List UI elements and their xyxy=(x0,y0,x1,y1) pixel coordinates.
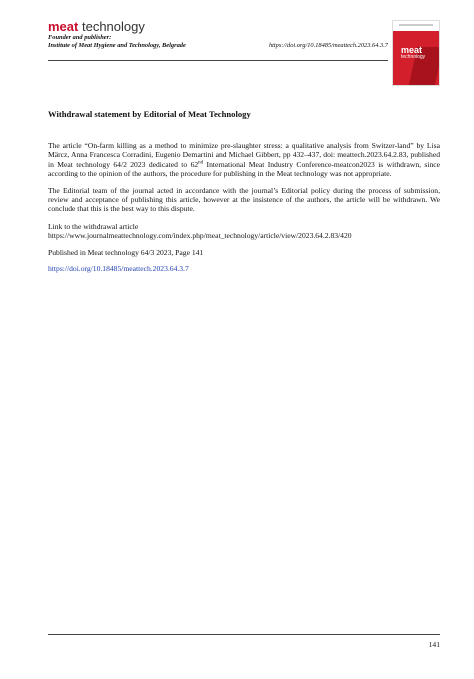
paragraph-withdrawal-rest: International Meat Industry Conference-meatcon2023 is withdrawn, since according to the opinion of the authors, the procedure for publishing in the Meat technology was not appropriate. xyxy=(48,159,440,179)
page-number: 141 xyxy=(428,640,440,649)
paragraph-editorial: The Editorial team of the journal acted in accordance with the journal’s Editorial policy during the process of submission, review and acceptance of publishing this article, however at the insistence of the authors, the article will be withdrawn. We conclude that this is the best way to this dispute. xyxy=(48,185,440,214)
institute-name: Institute of Meat Hygiene and Technology, Belgrade xyxy=(48,42,186,49)
cover-top-line xyxy=(399,24,433,26)
journal-logo xyxy=(48,20,388,34)
link-label: Link to the withdrawal article xyxy=(48,221,139,231)
article-title: Withdrawal statement by Editorial of Meat Technology xyxy=(48,109,251,119)
ordinal-suffix: nd xyxy=(198,160,204,166)
header-doi[interactable]: https://doi.org/10.18485/meattech.2023.64.3.7 xyxy=(268,42,388,49)
doi-link[interactable]: https://doi.org/10.18485/meattech.2023.64.3.7 xyxy=(48,264,189,274)
withdrawal-article-link[interactable]: https://www.journalmeattechnology.com/index.php/meat_technology/article/view/2023.64.2.83/420 xyxy=(48,231,352,241)
journal-cover-thumbnail xyxy=(392,20,440,86)
page-header xyxy=(48,20,388,50)
footer-rule xyxy=(48,634,440,635)
article-body xyxy=(48,109,440,273)
founder-label: Founder and publisher: xyxy=(48,34,112,41)
cover-title-technology: technology xyxy=(401,54,426,60)
header-row xyxy=(48,42,388,50)
paragraph-withdrawal xyxy=(48,141,440,179)
logo-technology: technology xyxy=(81,19,145,34)
logo-meat: meat xyxy=(48,19,79,34)
published-info: Published in Meat technology 64/3 2023, Page 141 xyxy=(48,247,204,257)
header-rule xyxy=(48,60,388,61)
paragraph-withdrawal-main: The article “On-farm killing as a method to minimize pre-slaughter stress: a qualitative analysis from Switzer-land” by Lisa Märcz, Anna Francesca Corradini, Eugenio Demartini and Michael Gibbert, pp 432–437, doi: meattech.2023.64.2.83, published in Meat technology 64/2 2023 dedicated to 62 xyxy=(48,141,440,169)
cover-title-meat: meat xyxy=(401,45,423,55)
